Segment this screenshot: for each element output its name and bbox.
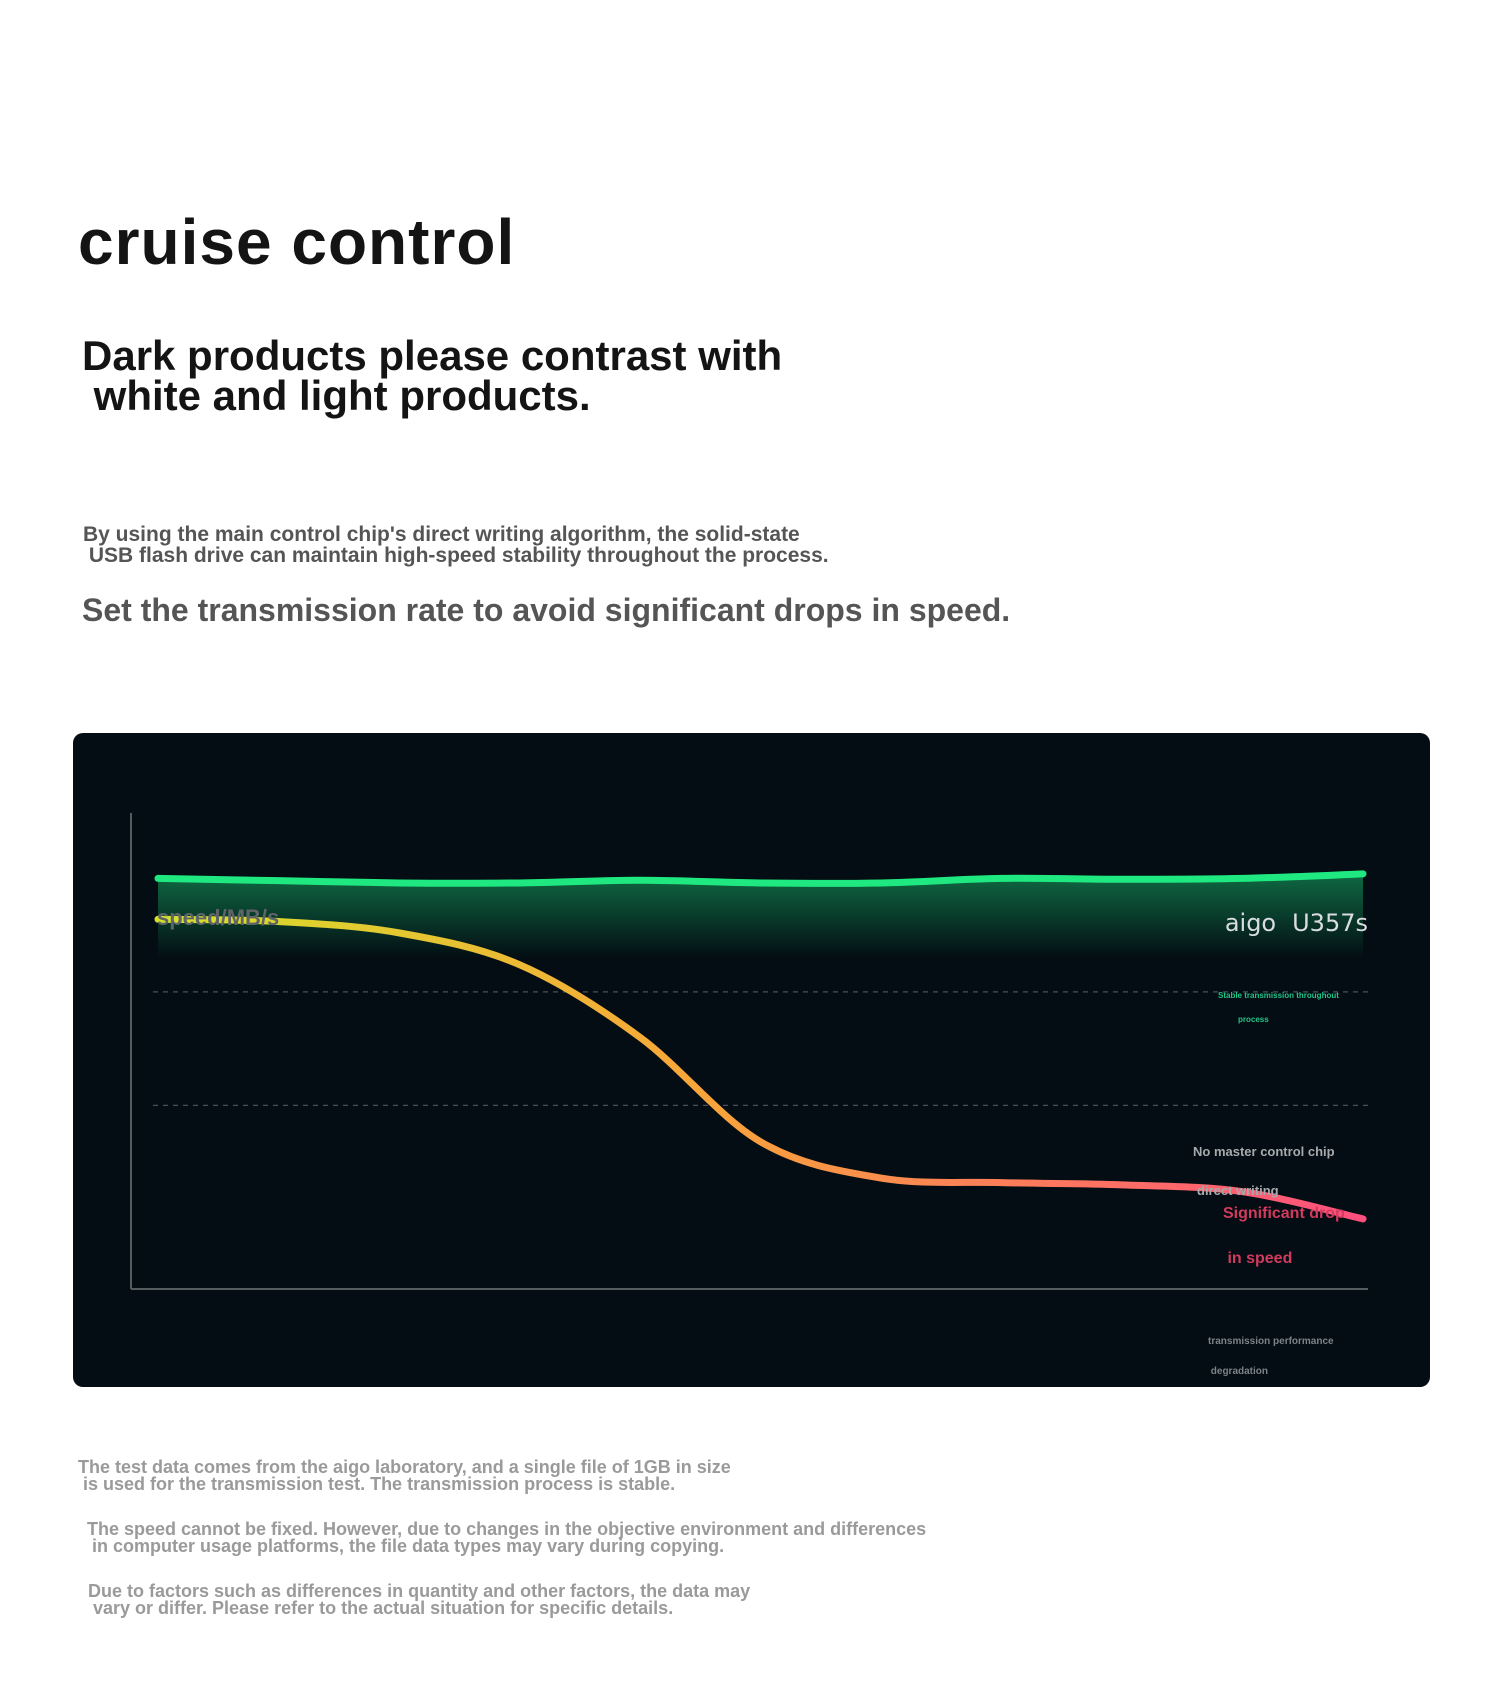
rate-note: Set the transmission rate to avoid significant drops in speed. [82,592,1011,628]
y-axis-label: speed/MB/s [157,905,280,930]
drop-label-line-2: in speed [1223,1250,1293,1267]
subtitle-line-2: white and light products. [82,372,591,419]
brand-name: aigo [1224,909,1277,937]
page-subtitle [82,332,783,419]
footnote-3-line-2: vary or differ. Please refer to the actual situation for specific details. [88,1598,674,1618]
brand-label [1225,909,1368,937]
footnote-2 [87,1521,926,1555]
description-line-2: USB flash drive can maintain high-speed stability throughout the process. [83,544,829,567]
footnote-2-line-2: in computer usage platforms, the file data types may vary during copying. [87,1536,725,1556]
footnote-3-line-1: Due to factors such as differences in quantity and other factors, the data may [88,1581,751,1601]
stable-series-label [1218,976,1339,1040]
footnote-1-line-1: The test data comes from the aigo laboratory, and a single file of 1GB in size [78,1457,731,1477]
speed-drop-label [1223,1176,1345,1296]
description-line-1: By using the main control chip's direct writing algorithm, the solid-state [83,523,800,546]
slow-label-line-1: No master control chip [1193,1144,1335,1159]
page-title: cruise control [78,206,516,278]
footnote-3 [88,1583,750,1617]
slow-series-line [158,919,1363,1222]
degradation-line-2: degradation [1208,1366,1269,1377]
speed-chart [73,733,1430,1387]
stable-label-line-2: process [1238,1015,1269,1024]
footnote-1 [78,1459,731,1493]
stable-label-line-1: Stable transmission throughout [1218,991,1339,1000]
subtitle-line-1: Dark products please contrast with [82,332,783,379]
drop-label-line-1: Significant drop [1223,1205,1345,1222]
footnote-1-line-2: is used for the transmission test. The transmission process is stable. [78,1474,676,1494]
slow-label-line-2: direct writing [1197,1183,1279,1198]
stable-series-line [158,874,1363,884]
description [83,524,829,566]
degradation-note [1208,1317,1334,1387]
stable-series-area [158,874,1363,959]
degradation-line-1: transmission performance [1208,1336,1334,1347]
footnote-2-line-1: The speed cannot be fixed. However, due to changes in the objective environment and differences [87,1519,927,1539]
brand-model: U357s [1292,909,1368,937]
